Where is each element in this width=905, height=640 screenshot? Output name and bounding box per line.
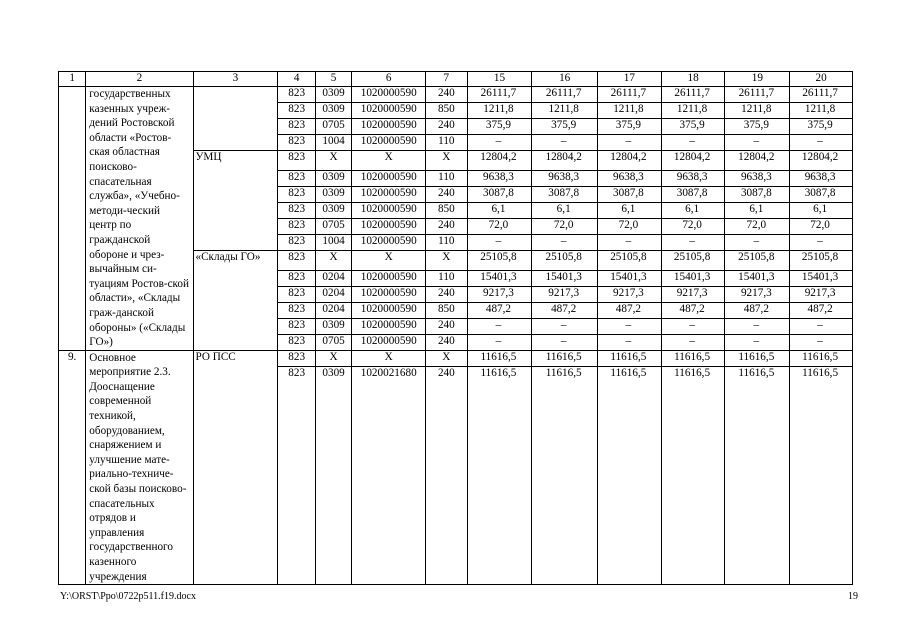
value-cell: – xyxy=(598,135,662,151)
value-cell: 15401,3 xyxy=(532,270,598,286)
value-cell: 6,1 xyxy=(790,202,853,218)
value-cell: 11616,5 xyxy=(661,350,725,366)
expense-type-cell: 110 xyxy=(426,234,467,250)
value-cell: 1211,8 xyxy=(467,103,532,119)
target-article-cell: 1020000590 xyxy=(352,286,426,302)
value-cell: – xyxy=(467,318,532,334)
value-cell: 6,1 xyxy=(725,202,790,218)
expense-type-cell: 240 xyxy=(426,186,467,202)
value-cell: 15401,3 xyxy=(790,270,853,286)
footer-page-number: 19 xyxy=(848,591,858,602)
value-cell: – xyxy=(532,234,598,250)
target-article-cell: 1020000590 xyxy=(352,234,426,250)
value-cell: 1211,8 xyxy=(661,103,725,119)
value-cell: 26111,7 xyxy=(790,87,853,103)
value-cell: 11616,5 xyxy=(467,350,532,366)
target-article-cell: 1020000590 xyxy=(352,119,426,135)
value-cell: – xyxy=(467,334,532,350)
ministry-code-cell: 823 xyxy=(278,286,315,302)
section-code-cell: Х xyxy=(315,350,351,366)
expense-type-cell: 240 xyxy=(426,318,467,334)
target-article-cell: Х xyxy=(352,250,426,270)
ministry-code-cell: 823 xyxy=(278,103,315,119)
value-cell: 375,9 xyxy=(661,119,725,135)
value-cell: 11616,5 xyxy=(790,350,853,366)
header-cell: 6 xyxy=(352,72,426,87)
header-cell: 7 xyxy=(426,72,467,87)
target-article-cell: 1020000590 xyxy=(352,302,426,318)
ministry-code-cell: 823 xyxy=(278,186,315,202)
value-cell: 1211,8 xyxy=(532,103,598,119)
section-code-cell: 0705 xyxy=(315,334,351,350)
value-cell: 3087,8 xyxy=(725,186,790,202)
value-cell: 25105,8 xyxy=(661,250,725,270)
value-cell: 11616,5 xyxy=(598,350,662,366)
ministry-code-cell: 823 xyxy=(278,151,315,171)
value-cell: 26111,7 xyxy=(661,87,725,103)
section-code-cell: 0204 xyxy=(315,270,351,286)
value-cell: 12804,2 xyxy=(790,151,853,171)
value-cell: 375,9 xyxy=(790,119,853,135)
value-cell: 9638,3 xyxy=(725,170,790,186)
value-cell: – xyxy=(725,334,790,350)
value-cell: 1211,8 xyxy=(725,103,790,119)
value-cell: 12804,2 xyxy=(661,151,725,171)
header-cell: 18 xyxy=(661,72,725,87)
section-code-cell: 0309 xyxy=(315,186,351,202)
value-cell: 375,9 xyxy=(598,119,662,135)
ministry-code-cell: 823 xyxy=(278,234,315,250)
value-cell: 487,2 xyxy=(661,302,725,318)
value-cell: 487,2 xyxy=(532,302,598,318)
value-cell: 487,2 xyxy=(790,302,853,318)
target-article-cell: 1020000590 xyxy=(352,170,426,186)
value-cell: 9217,3 xyxy=(598,286,662,302)
value-cell: – xyxy=(661,234,725,250)
ministry-code-cell: 823 xyxy=(278,218,315,234)
value-cell: 6,1 xyxy=(661,202,725,218)
row-number-cell: 9. xyxy=(59,350,86,585)
section-code-cell: 0309 xyxy=(315,318,351,334)
value-cell: 15401,3 xyxy=(661,270,725,286)
value-cell: 3087,8 xyxy=(467,186,532,202)
value-cell: – xyxy=(661,318,725,334)
table-row xyxy=(59,87,853,103)
ministry-code-cell: 823 xyxy=(278,270,315,286)
value-cell: – xyxy=(790,234,853,250)
value-cell: – xyxy=(790,318,853,334)
value-cell: – xyxy=(725,234,790,250)
expense-type-cell: 110 xyxy=(426,270,467,286)
expense-type-cell: 850 xyxy=(426,202,467,218)
value-cell: 9638,3 xyxy=(598,170,662,186)
value-cell: – xyxy=(725,135,790,151)
value-cell: 6,1 xyxy=(598,202,662,218)
value-cell: 12804,2 xyxy=(467,151,532,171)
value-cell: 12804,2 xyxy=(725,151,790,171)
value-cell: 25105,8 xyxy=(598,250,662,270)
expense-type-cell: 240 xyxy=(426,119,467,135)
header-cell: 19 xyxy=(725,72,790,87)
header-cell: 5 xyxy=(315,72,351,87)
target-article-cell: 1020021680 xyxy=(352,366,426,584)
value-cell: 72,0 xyxy=(467,218,532,234)
value-cell: 15401,3 xyxy=(725,270,790,286)
target-article-cell: Х xyxy=(352,350,426,366)
expense-type-cell: 110 xyxy=(426,170,467,186)
value-cell: 9217,3 xyxy=(532,286,598,302)
value-cell: 9638,3 xyxy=(532,170,598,186)
org-cell: «Склады ГО» xyxy=(193,250,278,350)
value-cell: 25105,8 xyxy=(725,250,790,270)
value-cell: 9638,3 xyxy=(467,170,532,186)
value-cell: – xyxy=(790,334,853,350)
ministry-code-cell: 823 xyxy=(278,366,315,584)
value-cell: 375,9 xyxy=(725,119,790,135)
value-cell: 11616,5 xyxy=(598,366,662,584)
header-cell: 15 xyxy=(467,72,532,87)
target-article-cell: 1020000590 xyxy=(352,202,426,218)
value-cell: – xyxy=(790,135,853,151)
value-cell: – xyxy=(661,334,725,350)
value-cell: – xyxy=(725,318,790,334)
ministry-code-cell: 823 xyxy=(278,334,315,350)
value-cell: 15401,3 xyxy=(467,270,532,286)
value-cell: 9217,3 xyxy=(790,286,853,302)
org-cell: РО ПСС xyxy=(193,350,278,585)
value-cell: 11616,5 xyxy=(725,350,790,366)
expense-type-cell: 240 xyxy=(426,334,467,350)
value-cell: 375,9 xyxy=(467,119,532,135)
target-article-cell: 1020000590 xyxy=(352,218,426,234)
section-code-cell: 1004 xyxy=(315,135,351,151)
value-cell: 1211,8 xyxy=(598,103,662,119)
section-code-cell: 0309 xyxy=(315,202,351,218)
value-cell: – xyxy=(532,135,598,151)
value-cell: 25105,8 xyxy=(790,250,853,270)
value-cell: 11616,5 xyxy=(725,366,790,584)
value-cell: 3087,8 xyxy=(661,186,725,202)
value-cell: 11616,5 xyxy=(467,366,532,584)
value-cell: 72,0 xyxy=(725,218,790,234)
section-code-cell: 0309 xyxy=(315,103,351,119)
table-row xyxy=(59,350,853,366)
row-number-cell xyxy=(59,87,86,351)
header-cell: 2 xyxy=(86,72,193,87)
value-cell: – xyxy=(532,334,598,350)
target-article-cell: 1020000590 xyxy=(352,186,426,202)
section-code-cell: 1004 xyxy=(315,234,351,250)
header-cell: 1 xyxy=(59,72,86,87)
ministry-code-cell: 823 xyxy=(278,87,315,103)
value-cell: 487,2 xyxy=(598,302,662,318)
org-cell: УМЦ xyxy=(193,151,278,251)
value-cell: 26111,7 xyxy=(467,87,532,103)
section-code-cell: 0204 xyxy=(315,302,351,318)
value-cell: 26111,7 xyxy=(532,87,598,103)
expense-type-cell: 240 xyxy=(426,87,467,103)
expense-type-cell: Х xyxy=(426,350,467,366)
ministry-code-cell: 823 xyxy=(278,302,315,318)
expense-type-cell: 240 xyxy=(426,218,467,234)
value-cell: 11616,5 xyxy=(532,366,598,584)
value-cell: 11616,5 xyxy=(532,350,598,366)
value-cell: – xyxy=(598,318,662,334)
value-cell: 9217,3 xyxy=(725,286,790,302)
header-cell: 16 xyxy=(532,72,598,87)
value-cell: 12804,2 xyxy=(598,151,662,171)
ministry-code-cell: 823 xyxy=(278,318,315,334)
org-cell xyxy=(193,87,278,151)
value-cell: 9638,3 xyxy=(790,170,853,186)
target-article-cell: 1020000590 xyxy=(352,135,426,151)
value-cell: 3087,8 xyxy=(598,186,662,202)
section-code-cell: 0309 xyxy=(315,87,351,103)
budget-table xyxy=(58,71,853,585)
value-cell: 6,1 xyxy=(532,202,598,218)
value-cell: 487,2 xyxy=(467,302,532,318)
target-article-cell: 1020000590 xyxy=(352,318,426,334)
value-cell: – xyxy=(467,234,532,250)
value-cell: 9217,3 xyxy=(661,286,725,302)
target-article-cell: Х xyxy=(352,151,426,171)
value-cell: 72,0 xyxy=(790,218,853,234)
section-code-cell: 0309 xyxy=(315,366,351,584)
expense-type-cell: Х xyxy=(426,250,467,270)
header-cell: 17 xyxy=(598,72,662,87)
expense-type-cell: 850 xyxy=(426,302,467,318)
value-cell: 9217,3 xyxy=(467,286,532,302)
ministry-code-cell: 823 xyxy=(278,119,315,135)
header-cell: 20 xyxy=(790,72,853,87)
value-cell: 11616,5 xyxy=(790,366,853,584)
ministry-code-cell: 823 xyxy=(278,250,315,270)
footer-file-path: Y:\ORST\Ppo\0722p511.f19.docx xyxy=(60,591,196,602)
expense-type-cell: 110 xyxy=(426,135,467,151)
target-article-cell: 1020000590 xyxy=(352,103,426,119)
value-cell: 25105,8 xyxy=(467,250,532,270)
value-cell: 72,0 xyxy=(532,218,598,234)
target-article-cell: 1020000590 xyxy=(352,270,426,286)
expense-type-cell: 850 xyxy=(426,103,467,119)
value-cell: 25105,8 xyxy=(532,250,598,270)
value-cell: 15401,3 xyxy=(598,270,662,286)
value-cell: – xyxy=(467,135,532,151)
section-code-cell: 0705 xyxy=(315,119,351,135)
section-code-cell: 0204 xyxy=(315,286,351,302)
description-cell: государственных казенных учреж-дений Ростовской области «Ростов-ская областная поисково-спасательная служба», «Учебно-методи-ческий центр по гражданской обороне и чрез-вычайным си-туациям Ростов-ской области», «Склады граж-данской обороны» («Склады ГО») xyxy=(86,87,193,351)
value-cell: 26111,7 xyxy=(725,87,790,103)
value-cell: 72,0 xyxy=(661,218,725,234)
ministry-code-cell: 823 xyxy=(278,202,315,218)
ministry-code-cell: 823 xyxy=(278,170,315,186)
target-article-cell: 1020000590 xyxy=(352,87,426,103)
value-cell: 11616,5 xyxy=(661,366,725,584)
header-cell: 3 xyxy=(193,72,278,87)
value-cell: 375,9 xyxy=(532,119,598,135)
expense-type-cell: 240 xyxy=(426,286,467,302)
section-code-cell: Х xyxy=(315,250,351,270)
ministry-code-cell: 823 xyxy=(278,350,315,366)
value-cell: – xyxy=(598,334,662,350)
table-body xyxy=(59,72,853,585)
value-cell: 26111,7 xyxy=(598,87,662,103)
section-code-cell: 0705 xyxy=(315,218,351,234)
expense-type-cell: Х xyxy=(426,151,467,171)
value-cell: – xyxy=(532,318,598,334)
value-cell: 487,2 xyxy=(725,302,790,318)
ministry-code-cell: 823 xyxy=(278,135,315,151)
value-cell: 6,1 xyxy=(467,202,532,218)
value-cell: 3087,8 xyxy=(790,186,853,202)
description-cell: Основное мероприятие 2.3. Дооснащение современной техникой, оборудованием, снаряжением и улучшение мате-риально-техниче-ской базы поисково-спасательных отрядов и управления государственного казенного учреждения xyxy=(86,350,193,585)
value-cell: 9638,3 xyxy=(661,170,725,186)
value-cell: 3087,8 xyxy=(532,186,598,202)
value-cell: 1211,8 xyxy=(790,103,853,119)
value-cell: 12804,2 xyxy=(532,151,598,171)
header-row xyxy=(59,72,853,87)
expense-type-cell: 240 xyxy=(426,366,467,584)
header-cell: 4 xyxy=(278,72,315,87)
value-cell: – xyxy=(598,234,662,250)
section-code-cell: 0309 xyxy=(315,170,351,186)
value-cell: 72,0 xyxy=(598,218,662,234)
value-cell: – xyxy=(661,135,725,151)
target-article-cell: 1020000590 xyxy=(352,334,426,350)
section-code-cell: Х xyxy=(315,151,351,171)
